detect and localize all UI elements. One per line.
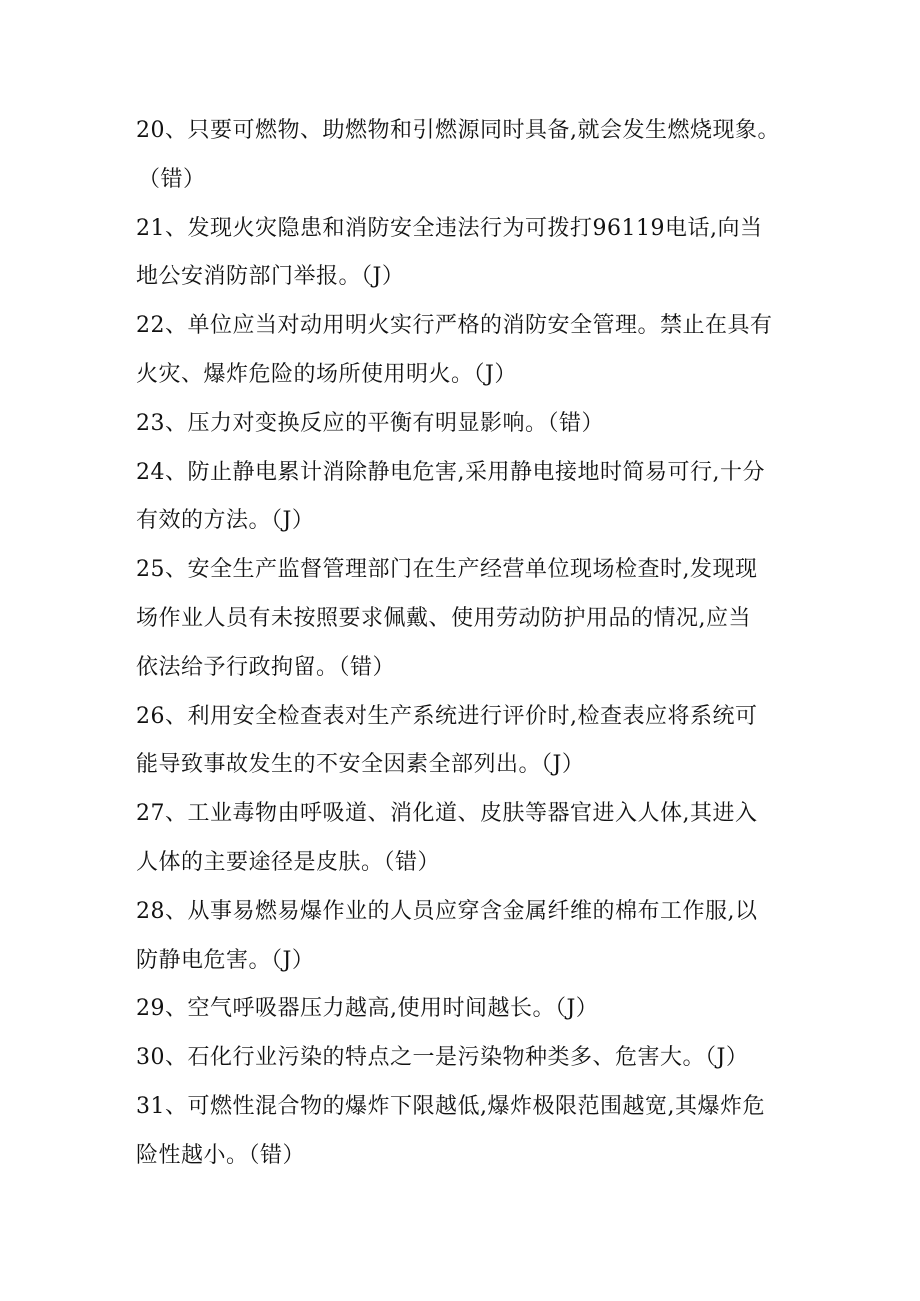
- question-item-30: [136, 1034, 796, 1083]
- question-item-26: [136, 693, 796, 791]
- question-line: 28、从事易燃易爆作业的人员应穿含金属纤维的棉布工作服,以: [136, 898, 758, 924]
- question-line: 22、单位应当对动用明火实行严格的消防安全管理。禁止在具有: [136, 313, 773, 339]
- question-line: 依法给予行政拘留。（错）: [136, 654, 396, 680]
- question-line: 火灾、爆炸危险的场所使用明火。（J）: [136, 361, 517, 387]
- question-line: 23、压力对变换反应的平衡有明显影响。（错）: [136, 410, 604, 436]
- question-line: 20、只要可燃物、助燃物和引燃源同时具备,就会发生燃烧现象。: [136, 118, 780, 143]
- question-item-23: [136, 400, 796, 449]
- question-line: 26、利用安全检查表对生产系统进行评价时,检查表应将系统可: [136, 703, 758, 729]
- question-line: 地公安消防部门举报。（J）: [136, 264, 405, 290]
- question-line: 场作业人员有未按照要求佩戴、使用劳动防护用品的情况,应当: [136, 605, 751, 631]
- question-line: 27、工业毒物由呼吸道、消化道、皮肤等器官进入人体,其进入: [136, 801, 758, 827]
- question-item-21: [136, 205, 796, 303]
- question-item-27: [136, 790, 796, 888]
- question-line: 人体的主要途径是皮肤。（错）: [136, 849, 441, 875]
- question-item-28: [136, 888, 796, 986]
- question-line: 有效的方法。（J）: [136, 508, 315, 534]
- question-line: 25、安全生产监督管理部门在生产经营单位现场检查时,发现现: [136, 557, 758, 583]
- question-line: 31、可燃性混合物的爆炸下限越低,爆炸极限范围越宽,其爆炸危: [136, 1093, 765, 1119]
- question-item-24: [136, 449, 796, 547]
- question-line: 21、发现火灾隐患和消防安全违法行为可拨打96119电话,向当: [136, 215, 763, 241]
- question-line: 24、防止静电累计消除静电危害,采用静电接地时简易可行,十分: [136, 459, 765, 485]
- question-line: 险性越小。（错）: [136, 1142, 306, 1168]
- question-item-31: [136, 1083, 796, 1181]
- question-line: 能导致事故发生的不安全因素全部列出。（J）: [136, 752, 585, 778]
- question-item-22: [136, 302, 796, 400]
- question-line: 29、空气呼吸器压力越高,使用时间越长。（J）: [136, 996, 599, 1022]
- question-list: [136, 107, 796, 1181]
- question-line: 防静电危害。（J）: [136, 947, 315, 973]
- question-item-25: [136, 546, 796, 692]
- question-answer-line: （错）: [138, 166, 206, 192]
- question-line: 30、石化行业污染的特点之一是污染物种类多、危害大。（J）: [136, 1045, 749, 1071]
- question-item-20: [136, 107, 796, 205]
- question-item-29: [136, 985, 796, 1034]
